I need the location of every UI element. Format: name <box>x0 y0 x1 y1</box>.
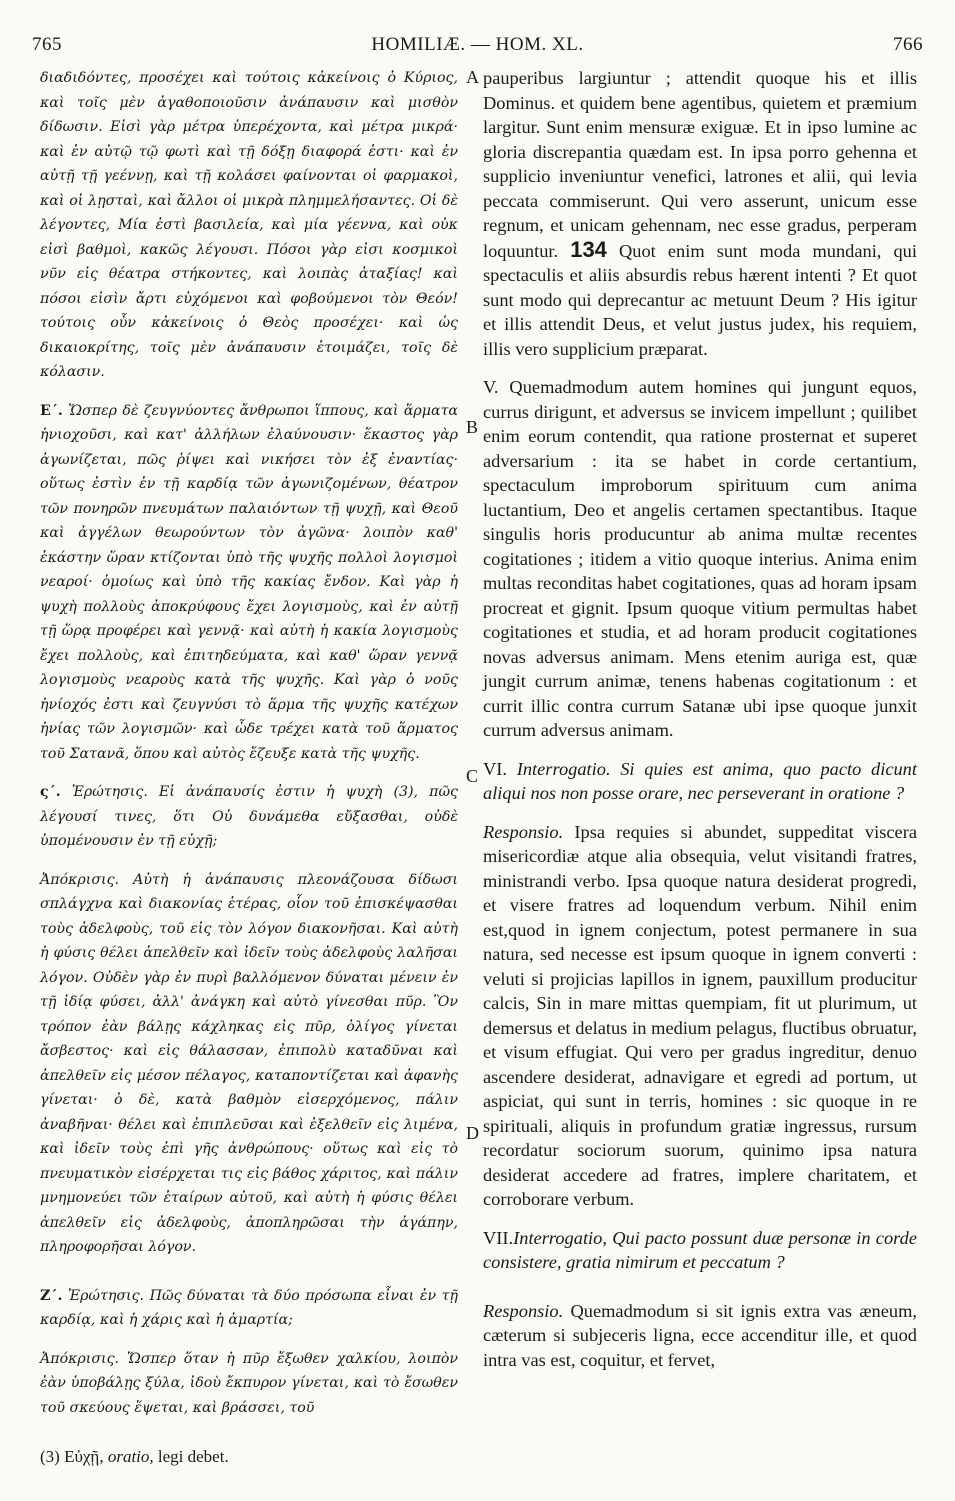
running-title: HOMILIÆ. — HOM. XL. <box>371 34 584 55</box>
latin-answer-7-text: Quemadmodum si sit ignis extra vas æneum, cæterum si subjeceris ligna, ecce accenditur ille, et quod intra vas est, coquitur, et fervet, <box>483 1300 917 1370</box>
latin-question-6-text: Interrogatio. Si quies est anima, quo pacto dicunt aliqui nos non posse orare, nec perseverant in oratione ? <box>483 758 917 803</box>
greek-section-number: ς΄. <box>40 784 61 800</box>
latin-paragraph-1-text: pauperibus largiuntur ; attendit quoque his et illis Dominus. et quidem bene agentibus, quietem et præmium largitur. Sunt enim mensuræ exiguæ. Et in ipso lumine ac gloria discrepantia quædam est. In ipsa porro gehenna et supplicio inveniuntur venefici, latrones et alii, qui levia peccata commiserunt. Qui vero asserunt, unicum esse regnum, et unicam gehennam, nec esse gradus, perperam loquuntur. <box>483 68 917 261</box>
right-page-number: 766 <box>893 34 923 55</box>
latin-paragraph-5: V. Quemadmodum autem homines qui jungunt equos, currus dirigunt, et adversus se invicem impellunt ; quilibet enim eorum contendit, qua ratione prosternat et superet adversarium : ita se habet in corde certantium, spectaculum improborum spirituum cum anima luctantium, Deo et angelis certamen spectantibus. Itaque singulis horis producuntur ab anima multæ recentes cogitationes ; itidem a vitio quoque interius. Anima enim multas reconditas habet cogitationes, quas ad horam ipsam procreat et gignit. Ipsum quoque vitium permultas habet cogitationes et studia, et ad horam producit cogitationes novas adversus animam. Mens etenim auriga est, quæ jungit currum animæ, tenens habenas cogitationum : et currit illic contra currum Satanæ ubi ipse quoque junxit currum adversus animam. <box>483 377 917 740</box>
page-header <box>32 30 923 60</box>
latin-paragraph-1b-text: Quot enim sunt moda mundani, qui spectaculis et aliis absurdis rebus hærent intenti ? Et quot sunt modo qui deprecantur ac metuunt Deum ? His igitur et illis attendit Deus, et velut justus judex, his requiem, illis vero supplicium præparat. <box>483 240 917 359</box>
footnote <box>40 1447 229 1467</box>
latin-question-6 <box>483 757 917 806</box>
greek-question-7 <box>40 1284 458 1333</box>
greek-question-6-text: Ἐρώτησις. Εἰ ἀνάπαυσίς ἐστιν ἡ ψυχὴ (3), πῶς λέγουσί τινες, ὅτι Οὐ δυνάμεθα εὔξασθαι, οὐδὲ ὑπομένουσιν ἐν τῇ εὐχῇ; <box>40 784 458 849</box>
column-number: 134 <box>570 236 607 262</box>
greek-question-6 <box>40 780 458 854</box>
greek-answer-7: Ἀπόκρισις. Ὥσπερ ὅταν ἡ πῦρ ἔξωθεν χαλκίου, λοιπὸν ἐὰν ὑποβάλῃς ξύλα, ἰδοὺ ἔκπυρον γίνεται, καὶ τὸ ἔσωθεν τοῦ σκεύους ἕψεται, καὶ βράσσει, τοῦ <box>40 1350 458 1416</box>
response-label: Responsio. <box>483 1300 564 1321</box>
footnote-number: (3) <box>40 1447 60 1466</box>
latin-question-7-text: Interrogatio, Qui pacto possunt duæ personæ in corde consistere, gratia nimirum et peccatum ? <box>483 1227 917 1272</box>
latin-section-number: VI. <box>483 758 508 779</box>
latin-answer-7 <box>483 1299 917 1373</box>
left-page-number: 765 <box>32 34 62 55</box>
latin-question-7 <box>483 1226 917 1275</box>
greek-answer-6: Ἀπόκρισις. Αὐτὴ ἡ ἀνάπαυσις πλεονάζουσα δίδωσι σπλάγχνα καὶ διακονίας ἑτέρας, οἷον τοῦ ἐπισκέψασθαι τοὺς ἀδελφοὺς, τοῦ εἰς τὸν λόγον διακονῆσαι. Καὶ αὐτὴ ἡ φύσις θέλει ἀπελθεῖν καὶ ἰδεῖν τοὺς ἀδελφοὺς λαλῆσαι λόγον. Οὐδὲν γὰρ ἐν πυρὶ βαλλόμενον δύναται μένειν ἐν τῇ ἰδίᾳ φύσει, ἀλλ' ἀνάγκη καὶ αὐτὸ γίνεσθαι πῦρ. Ὃν τρόπον ἐὰν βάλῃς κάχληκας εἰς πῦρ, ὀλίγος γίνεται ἄσβεστος· καὶ εἰς θάλασσαν, ἐπιπολὺ καταδῦναι καὶ ἀπελθεῖν εἰς μέσον πέλαγος, καταποντίζεται καὶ ἀφανὴς γίνεται· ὁ δὲ, κατὰ βαθμὸν εἰσερχόμενος, πάλιν ἀναβῆναι· θέλει καὶ ἐπιπλεῦσαι καὶ ἐξελθεῖν εἰς λιμένα, καὶ ἰδεῖν τοὺς ἐπὶ γῆς ἀνθρώπους· οὕτως καὶ εἰς τὸ πνευματικὸν εἰσέρχεται τις εἰς βάθος χάριτος, καὶ πάλιν μνημονεύει τῶν ἑταίρων αὐτοῦ, καὶ αὐτὴ ἡ φύσις θέλει ἀπελθεῖν εἰς ἀδελφοὺς, ἀποπληρῶσαι τὴν ἀγάπην, πληροφορῆσαι λόγον. <box>40 871 458 1255</box>
margin-marker-b: B <box>466 417 479 437</box>
greek-paragraph-5 <box>40 399 458 767</box>
greek-paragraph-5-text: Ὥσπερ δὲ ζευγνύοντες ἄνθρωποι ἵππους, καὶ ἅρματα ἡνιοχοῦσι, καὶ κατ' ἀλλήλων ἐλαύνουσιν· ἕκαστος γὰρ ἀγωνίζεται, πῶς ῥίψει καὶ νικήσει τὸν ἐξ ἐναντίας· οὕτως ἐστὶν ἐν τῇ καρδίᾳ τῶν ἀγωνιζομένων, θέατρον τῶν πονηρῶν πνευμάτων παλαιόντων τῇ ψυχῇ, καὶ Θεοῦ καὶ ἀγγέλων θεωρούντων τὸν ἀγῶνα· λοιπὸν καθ' ἑκάστην ὥραν κτίζονται ὑπὸ τῆς ψυχῆς πολλοὶ λογισμοὶ νεαροί· ὁμοίως καὶ ὑπὸ τῆς κακίας ἔνδον. Καὶ γὰρ ἡ ψυχὴ πολλοὺς ἀποκρύφους ἔχει λογισμοὺς, καὶ ἐν αὐτῇ τῇ ὥρᾳ προφέρει καὶ γεννᾷ· καὶ αὐτὴ ἡ κακία λογισμοὺς ἔχει πολλοὺς, καὶ ἐπιτηδεύματα, καὶ καθ' ὥραν γεννᾷ λογισμοὺς νεαροὺς κατὰ τῆς ψυχῆς. Καὶ γὰρ ὁ νοῦς ἡνίοχός ἐστι καὶ ζευγνύσι τὸ ἅρμα τῆς ψυχῆς κατέχων ἡνίας τῶν λογισμῶν· καὶ ὧδε τρέχει κατὰ τοῦ ἅρματος τοῦ Σατανᾶ, ὅπου καὶ αὐτὸς ἔζευξε κατὰ τῆς ψυχῆς. <box>40 402 458 762</box>
greek-section-number: Ζ΄. <box>40 1287 63 1304</box>
greek-column <box>40 66 458 1420</box>
greek-paragraph-1: διαδιδόντες, προσέχει καὶ τούτοις κἀκείνοις ὁ Κύριος, καὶ τοῖς μὲν ἀγαθοποιοῦσιν ἀνάπαυσιν καὶ μισθὸν δίδωσιν. Εἰσὶ γὰρ μέτρα ὑπερέχοντα, καὶ μέτρα μικρά· καὶ ἐν αὐτῷ τῷ φωτὶ καὶ τῇ δόξῃ διαφορά ἐστι· καὶ ἐν αὐτῇ τῇ γεέννῃ, καὶ τῇ κολάσει φαίνονται οἱ φαρμακοὶ, καὶ οἱ λῃσταὶ, καὶ ἄλλοι οἱ μικρὰ πλημμελήσαντες. Οἱ δὲ λέγοντες, Μία ἐστὶ βασιλεία, καὶ μία γέεννα, καὶ οὐκ εἰσὶ βαθμοὶ, κακῶς λέγουσι. Πόσοι γὰρ εἰσι κοσμικοὶ νῦν εἰς θέατρα στήκοντες, καὶ λοιπὰς ἀταξίας! καὶ πόσοι εἰσὶν ἄρτι εὐχόμενοι καὶ φοβούμενοι τὸν Θεόν! τούτοις οὖν κἀκείνοις ὁ Θεὸς προσέχει· καὶ ὡς δικαιοκρίτης, τοῖς μὲν ἀνάπαυσιν ἑτοιμάζει, τοῖς δὲ κόλασιν. <box>40 70 458 380</box>
latin-paragraph-1 <box>483 66 917 361</box>
footnote-latin: oratio, <box>107 1447 154 1466</box>
latin-answer-6-text: Ipsa requies si abundet, suppeditat viscera misericordiæ atque alia obsequia, velut visitandi fratres, ministrandi verbo. Ipsa quoque natura desiderat progredi, et visere fratres ad loquendum verbum. Nihil enim est,quod in ignem conjectum, potest permanere in sua natura, sed necesse est ipsum quoque in ignem converti : veluti si projicias lapillos in ignem, pauxillum producitur calcis, Sin in mare mittas quempiam, fit ut plurimum, ut demersus et delatus in medium pelagus, fluctibus obruatur, et visum effugiat. Qui vero per gradus ingreditur, denuo ascendere desiderat, adnavigare et egredi ad portum, ut aspiciat, qui sunt in terris, homines : sic quoque in re spirituali, aliquis in profundum gratiæ ingressus, rursum recordatur sociorum suorum, quinimo ipsa natura desiderat accedere ad fratres, implere charitatem, et corroborare verbum. <box>483 821 917 1209</box>
latin-column <box>483 66 917 1372</box>
margin-marker-d: D <box>466 1123 479 1143</box>
latin-section-number: VII. <box>483 1227 514 1248</box>
margin-marker-c: C <box>466 766 479 786</box>
response-label: Responsio. <box>483 821 564 842</box>
footnote-greek: Εὐχῇ, <box>64 1447 104 1466</box>
greek-question-7-text: Ἐρώτησις. Πῶς δύναται τὰ δύο πρόσωπα εἶναι ἐν τῇ καρδίᾳ, καὶ ἡ χάρις καὶ ἡ ἁμαρτία; <box>40 1287 458 1328</box>
margin-marker-a: A <box>466 67 479 87</box>
footnote-text: legi debet. <box>157 1447 229 1466</box>
greek-section-number: Ε΄. <box>40 402 63 419</box>
latin-answer-6 <box>483 820 917 1212</box>
